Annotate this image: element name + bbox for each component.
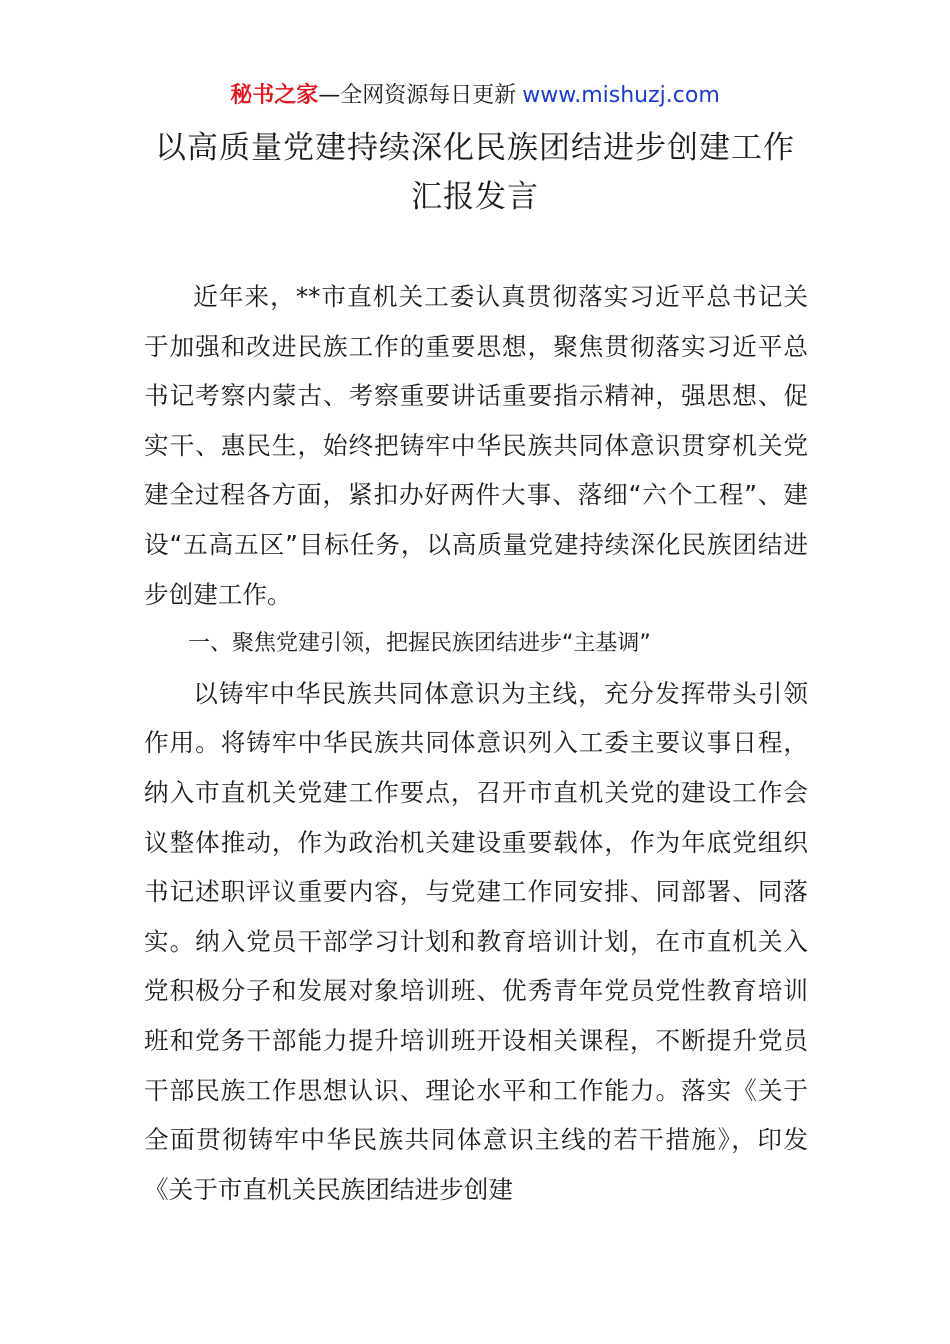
paragraph-intro: 近年来，**市直机关工委认真贯彻落实习近平总书记关于加强和改进民族工作的重要思想，聚焦贯彻落实习近平总书记考察内蒙古、考察重要讲话重要指示精神，强思想、促实干、惠民生，始终把铸牢中华民族共同体意识贯穿机关党建全过程各方面，紧扣办好两件大事、落细“六个工程”、建设“五高五区”目标任务，以高质量党建持续深化民族团结进步创建工作。	[144, 282, 808, 609]
brand-name: 秘书之家	[230, 83, 319, 108]
document-body	[144, 272, 808, 1214]
document-title-line-2: 汇报发言	[411, 179, 539, 215]
document-title-line-1: 以高质量党建持续深化民族团结进步创建工作	[155, 130, 795, 166]
site-header	[0, 80, 950, 112]
paragraph-section-1: 以铸牢中华民族共同体意识为主线，充分发挥带头引领作用。将铸牢中华民族共同体意识列入工委主要议事日程，纳入市直机关党建工作要点，召开市直机关党的建设工作会议整体推动，作为政治机关建设重要载体，作为年底党组织书记述职评议重要内容，与党建工作同安排、同部署、同落实。纳入党员干部学习计划和教育培训计划，在市直机关入党积极分子和发展对象培训班、优秀青年党员党性教育培训班和党务干部能力提升培训班开设相关课程，不断提升党员干部民族工作思想认识、理论水平和工作能力。落实《关于全面贯彻铸牢中华民族共同体意识主线的若干措施》，印发《关于市直机关民族团结进步创建	[144, 678, 808, 1204]
site-url-link[interactable]: www.mishuzj.com	[522, 83, 720, 108]
header-tagline: —全网资源每日更新	[318, 83, 517, 108]
section-heading-1: 一、聚焦党建引领，把握民族团结进步“主基调”	[188, 631, 651, 657]
